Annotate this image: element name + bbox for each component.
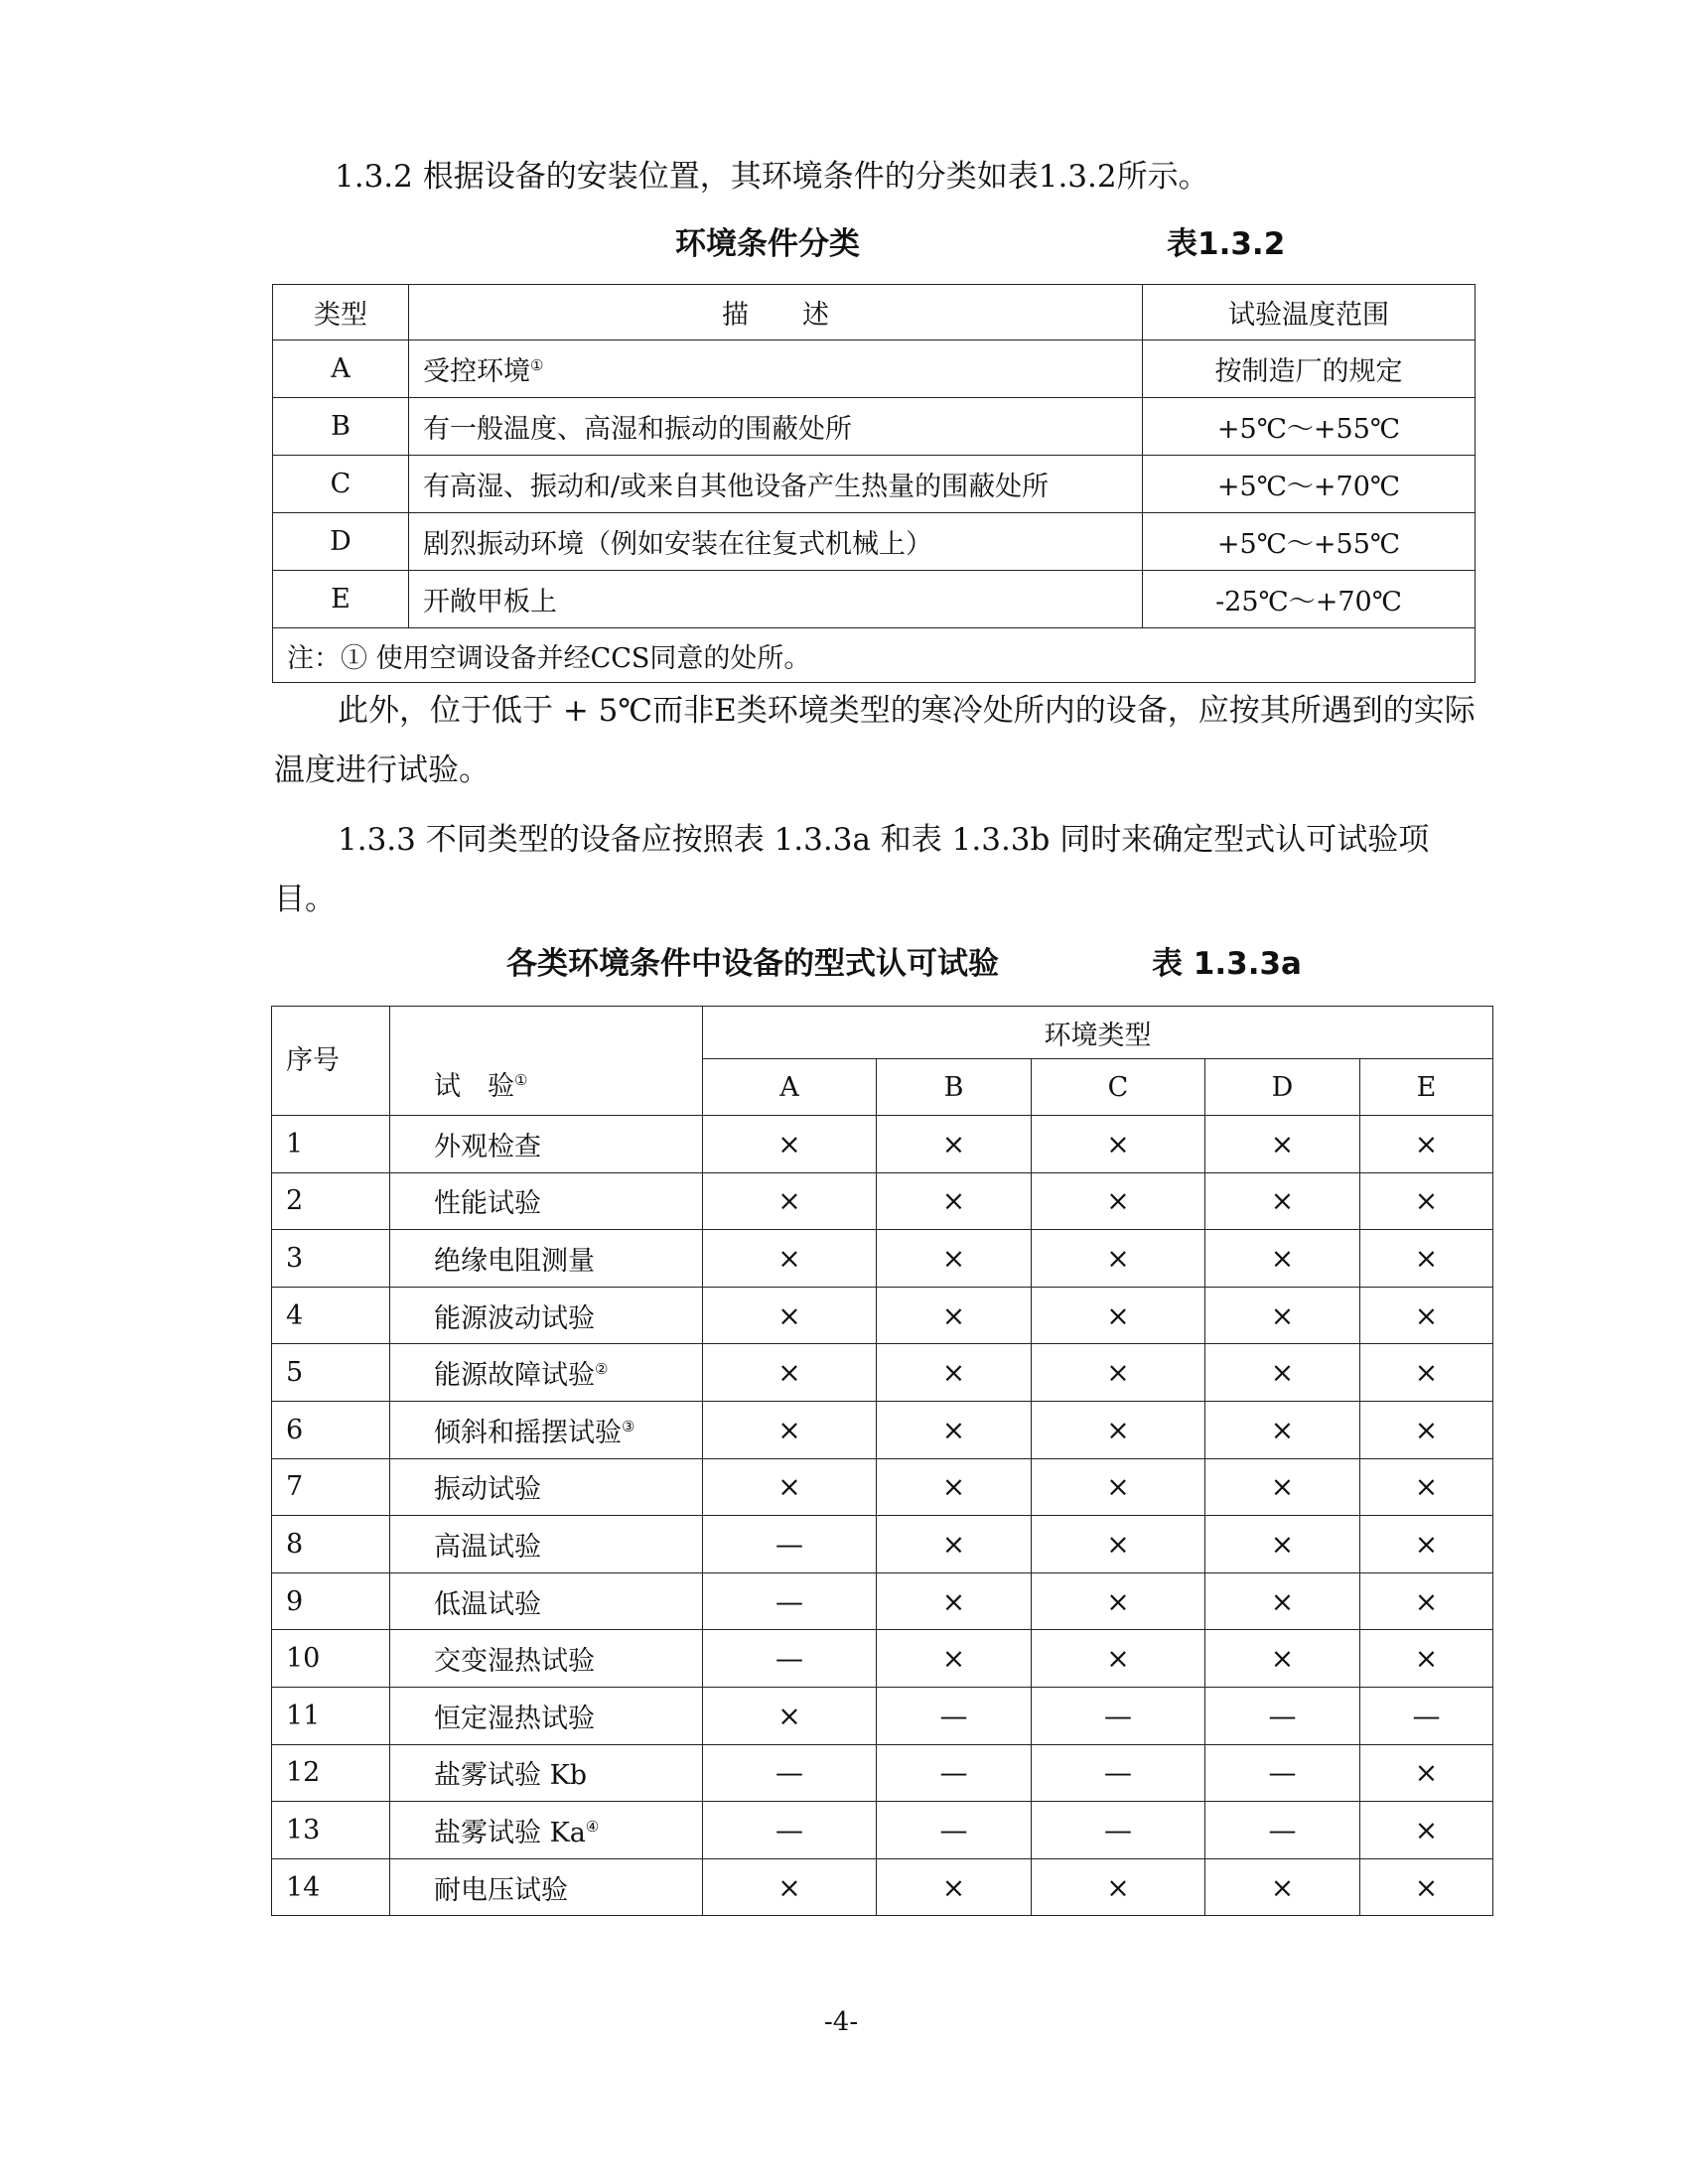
test-number: 11 [272, 1687, 390, 1744]
test-mark-d: — [1205, 1744, 1360, 1802]
env-temperature: 按制造厂的规定 [1143, 341, 1476, 398]
env-temperature: +5℃～+70℃ [1143, 456, 1476, 513]
test-name: 低温试验 [390, 1572, 703, 1630]
env-description: 受控环境① [409, 341, 1143, 398]
test-mark-a: × [703, 1172, 877, 1230]
env-description: 剧烈振动环境（例如安装在往复式机械上） [409, 513, 1143, 571]
test-mark-a: — [703, 1630, 877, 1688]
table-note-row [273, 628, 1476, 683]
header-serial-number: 序号 [272, 1007, 390, 1116]
test-mark-e: × [1360, 1230, 1493, 1288]
header-env-e: E [1360, 1059, 1493, 1116]
test-mark-e: — [1360, 1687, 1493, 1744]
table-1-3-3a-number: 表 1.3.3a [1152, 946, 1302, 982]
test-name: 倾斜和摇摆试验③ [390, 1401, 703, 1458]
test-mark-c: — [1032, 1744, 1205, 1802]
env-type: C [273, 456, 409, 513]
environment-classification-table [272, 284, 1476, 683]
test-mark-e: × [1360, 1458, 1493, 1516]
table-row [272, 1687, 1493, 1744]
test-mark-b: × [877, 1858, 1032, 1916]
test-mark-d: × [1205, 1458, 1360, 1516]
section-1-3-2-intro: 1.3.2 根据设备的安装位置，其环境条件的分类如表1.3.2所示。 [335, 159, 1209, 195]
table-header-row [272, 1007, 1493, 1059]
test-number: 4 [272, 1287, 390, 1344]
env-type: D [273, 513, 409, 571]
test-mark-c: × [1032, 1172, 1205, 1230]
table-row [272, 1401, 1493, 1458]
table-row [272, 1344, 1493, 1402]
test-mark-b: × [877, 1630, 1032, 1688]
test-mark-b: × [877, 1458, 1032, 1516]
header-temperature-range: 试验温度范围 [1143, 285, 1476, 341]
test-name: 交变湿热试验 [390, 1630, 703, 1688]
test-mark-e: × [1360, 1630, 1493, 1688]
test-mark-a: × [703, 1401, 877, 1458]
table-row [272, 1744, 1493, 1802]
table-row [273, 456, 1476, 513]
test-mark-d: — [1205, 1802, 1360, 1859]
header-env-a: A [703, 1059, 877, 1116]
header-env-d: D [1205, 1059, 1360, 1116]
test-mark-c: × [1032, 1516, 1205, 1573]
test-name: 高温试验 [390, 1516, 703, 1573]
test-mark-c: × [1032, 1287, 1205, 1344]
footnote-marker: ③ [622, 1417, 635, 1435]
test-mark-a: × [703, 1687, 877, 1744]
header-test: 试 验① [390, 1007, 703, 1116]
table-row [272, 1116, 1493, 1173]
header-env-c: C [1032, 1059, 1205, 1116]
test-mark-c: × [1032, 1116, 1205, 1173]
test-mark-b: × [877, 1344, 1032, 1402]
test-mark-b: × [877, 1401, 1032, 1458]
table-row [272, 1802, 1493, 1859]
test-number: 10 [272, 1630, 390, 1688]
test-mark-b: × [877, 1172, 1032, 1230]
test-mark-d: × [1205, 1287, 1360, 1344]
table-row [272, 1230, 1493, 1288]
test-mark-d: × [1205, 1572, 1360, 1630]
test-mark-c: — [1032, 1687, 1205, 1744]
test-mark-d: × [1205, 1401, 1360, 1458]
test-number: 5 [272, 1344, 390, 1402]
test-number: 7 [272, 1458, 390, 1516]
test-mark-d: × [1205, 1116, 1360, 1173]
test-mark-a: × [703, 1116, 877, 1173]
test-name: 能源故障试验② [390, 1344, 703, 1402]
cold-space-paragraph: 此外，位于低于 + 5℃而非E类环境类型的寒冷处所内的设备，应按其所遇到的实际温度进行试验。 [274, 693, 1476, 788]
test-mark-e: × [1360, 1858, 1493, 1916]
test-mark-b: — [877, 1687, 1032, 1744]
test-name: 恒定湿热试验 [390, 1687, 703, 1744]
test-mark-e: × [1360, 1802, 1493, 1859]
table-note: 注：① 使用空调设备并经CCS同意的处所。 [273, 628, 1476, 683]
test-mark-c: × [1032, 1401, 1205, 1458]
test-mark-c: × [1032, 1858, 1205, 1916]
footnote-marker: ① [514, 1071, 528, 1089]
header-environment-type: 环境类型 [703, 1007, 1493, 1059]
test-mark-d: × [1205, 1858, 1360, 1916]
test-name: 能源波动试验 [390, 1287, 703, 1344]
test-mark-c: × [1032, 1458, 1205, 1516]
test-mark-e: × [1360, 1287, 1493, 1344]
table-row [273, 571, 1476, 628]
table-row [272, 1458, 1493, 1516]
table-row [273, 341, 1476, 398]
header-description: 描 述 [409, 285, 1143, 341]
test-mark-b: × [877, 1287, 1032, 1344]
table-row [273, 513, 1476, 571]
test-name: 耐电压试验 [390, 1858, 703, 1916]
test-mark-b: × [877, 1116, 1032, 1173]
test-mark-d: × [1205, 1172, 1360, 1230]
table-1-3-3a-title: 各类环境条件中设备的型式认可试验 [506, 946, 999, 982]
test-mark-a: — [703, 1516, 877, 1573]
test-mark-d: × [1205, 1344, 1360, 1402]
test-mark-e: × [1360, 1116, 1493, 1173]
table-row [272, 1172, 1493, 1230]
test-mark-a: — [703, 1572, 877, 1630]
test-name: 绝缘电阻测量 [390, 1230, 703, 1288]
test-number: 12 [272, 1744, 390, 1802]
table-row [272, 1572, 1493, 1630]
test-mark-b: × [877, 1230, 1032, 1288]
table-1-3-2-title: 环境条件分类 [675, 226, 860, 262]
test-mark-d: — [1205, 1687, 1360, 1744]
env-temperature: +5℃～+55℃ [1143, 513, 1476, 571]
test-mark-e: × [1360, 1744, 1493, 1802]
test-number: 8 [272, 1516, 390, 1573]
test-mark-d: × [1205, 1230, 1360, 1288]
test-mark-c: — [1032, 1802, 1205, 1859]
test-name: 性能试验 [390, 1172, 703, 1230]
footnote-marker: ① [530, 356, 544, 374]
test-mark-c: × [1032, 1630, 1205, 1688]
test-name: 盐雾试验 Kb [390, 1744, 703, 1802]
env-type: A [273, 341, 409, 398]
test-mark-e: × [1360, 1572, 1493, 1630]
test-rows [272, 1116, 1493, 1916]
test-mark-e: × [1360, 1172, 1493, 1230]
env-description: 有高湿、振动和/或来自其他设备产生热量的围蔽处所 [409, 456, 1143, 513]
test-mark-b: × [877, 1572, 1032, 1630]
test-mark-a: × [703, 1287, 877, 1344]
test-mark-c: × [1032, 1230, 1205, 1288]
test-number: 3 [272, 1230, 390, 1288]
test-mark-b: — [877, 1744, 1032, 1802]
test-mark-c: × [1032, 1344, 1205, 1402]
test-number: 6 [272, 1401, 390, 1458]
test-name: 外观检查 [390, 1116, 703, 1173]
test-number: 9 [272, 1572, 390, 1630]
test-mark-a: × [703, 1344, 877, 1402]
type-approval-tests-table [271, 1006, 1493, 1916]
table-row [272, 1630, 1493, 1688]
test-mark-a: × [703, 1230, 877, 1288]
env-type: E [273, 571, 409, 628]
test-mark-e: × [1360, 1516, 1493, 1573]
test-number: 13 [272, 1802, 390, 1859]
section-1-3-3-intro: 1.3.3 不同类型的设备应按照表 1.3.3a 和表 1.3.3b 同时来确定型式认可试验项目。 [274, 822, 1430, 917]
test-name: 振动试验 [390, 1458, 703, 1516]
test-name: 盐雾试验 Ka④ [390, 1802, 703, 1859]
test-mark-e: × [1360, 1401, 1493, 1458]
test-number: 2 [272, 1172, 390, 1230]
env-temperature: -25℃～+70℃ [1143, 571, 1476, 628]
test-mark-a: — [703, 1744, 877, 1802]
test-mark-b: — [877, 1802, 1032, 1859]
test-mark-d: × [1205, 1630, 1360, 1688]
env-description: 有一般温度、高湿和振动的围蔽处所 [409, 398, 1143, 456]
test-mark-a: × [703, 1858, 877, 1916]
footnote-marker: ② [595, 1360, 609, 1379]
header-type: 类型 [273, 285, 409, 341]
table-row [273, 398, 1476, 456]
test-mark-c: × [1032, 1572, 1205, 1630]
table-row [272, 1858, 1493, 1916]
header-env-b: B [877, 1059, 1032, 1116]
test-mark-a: × [703, 1458, 877, 1516]
test-mark-e: × [1360, 1344, 1493, 1402]
env-description: 开敞甲板上 [409, 571, 1143, 628]
table-header-row [273, 285, 1476, 341]
test-mark-a: — [703, 1802, 877, 1859]
table-row [272, 1287, 1493, 1344]
env-type: B [273, 398, 409, 456]
test-number: 14 [272, 1858, 390, 1916]
test-number: 1 [272, 1116, 390, 1173]
table-row [272, 1516, 1493, 1573]
env-temperature: +5℃～+55℃ [1143, 398, 1476, 456]
test-mark-b: × [877, 1516, 1032, 1573]
footnote-marker: ④ [585, 1817, 600, 1836]
table-1-3-2-number: 表1.3.2 [1167, 226, 1286, 262]
page-number: -4- [824, 2007, 859, 2037]
test-mark-d: × [1205, 1516, 1360, 1573]
